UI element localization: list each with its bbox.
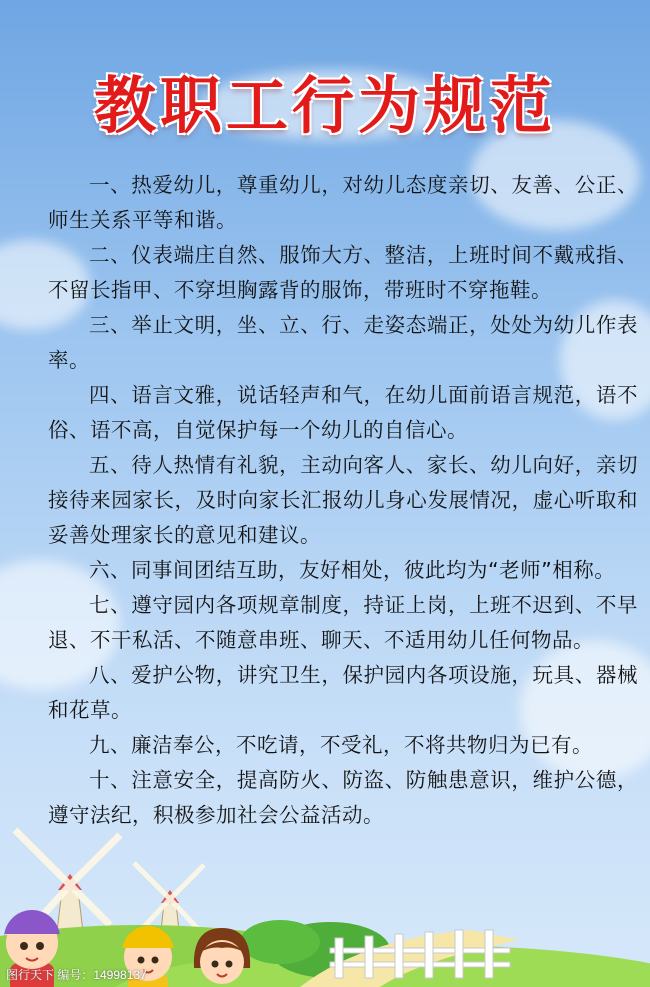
rule-item: 一、热爱幼儿，尊重幼儿，对幼儿态度亲切、友善、公正、师生关系平等和谐。: [48, 173, 638, 232]
rule-item: 二、仪表端庄自然、服饰大方、整洁，上班时间不戴戒指、不留长指甲、不穿坦胸露背的服饰，带班时不穿拖鞋。: [48, 243, 638, 302]
page-title: 教职工行为规范: [93, 69, 556, 142]
rule-item: 三、举止文明，坐、立、行、走姿态端正，处处为幼儿作表率。: [48, 313, 638, 372]
rule-item: 八、爱护公物，讲究卫生，保护园内各项设施，玩具、器械和花草。: [48, 663, 638, 722]
rule-item: 六、同事间团结互助，友好相处，彼此均为“老师”相称。: [89, 558, 616, 582]
rule-item: 十、注意安全，提高防火、防盗、防触患意识，维护公德，遵守法纪，积极参加社会公益活动。: [48, 768, 638, 827]
rule-item: 四、语言文雅，说话轻声和气，在幼儿面前语言规范，语不俗、语不高，自觉保护每一个幼儿的自信心。: [48, 383, 638, 442]
rule-item: 九、廉洁奉公，不吃请，不受礼，不将共物归为已有。: [89, 733, 593, 757]
watermark: 图行天下 编号：14998137: [6, 968, 147, 982]
illustration-svg: [0, 820, 650, 987]
rule-item: 五、待人热情有礼貌，主动向客人、家长、幼儿向好，亲切接待来园家长，及时向家长汇报幼儿身心发展情况，虚心听取和妥善处理家长的意见和建议。: [48, 453, 638, 547]
bottom-illustration: [0, 820, 650, 987]
rule-item: 七、遵守园内各项规章制度，持证上岗，上班不迟到、不早退、不干私活、不随意串班、聊天、不适用幼儿任何物品。: [48, 593, 638, 652]
rules-list: [48, 168, 638, 833]
